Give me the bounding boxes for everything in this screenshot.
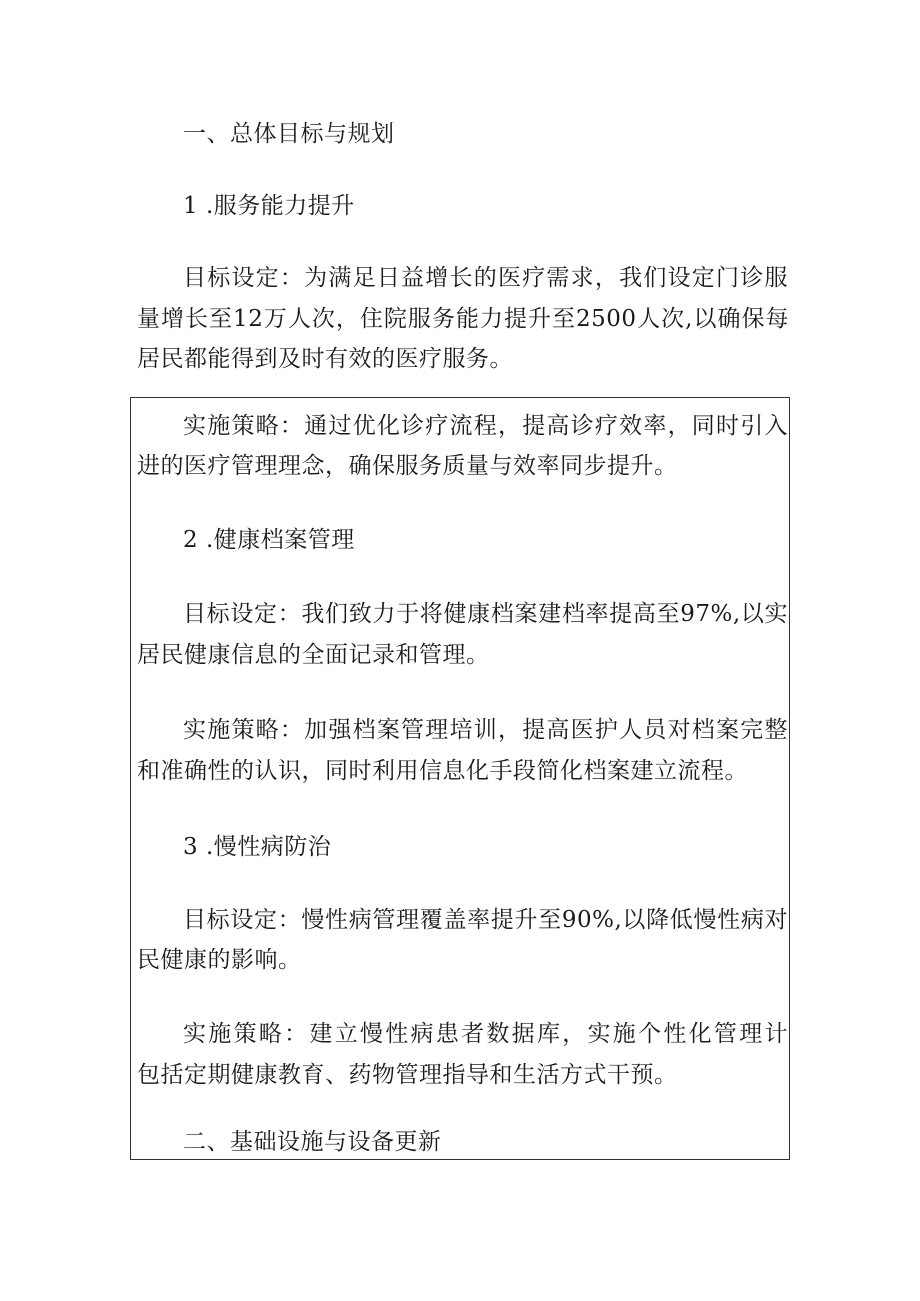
item2-strategy-line2: 和准确性的认识，同时利用信息化手段简化档案建立流程。 bbox=[137, 758, 748, 784]
item1-goal-line3: 居民都能得到及时有效的医疗服务。 bbox=[137, 346, 513, 372]
item3-strategy-line1: 实施策略：建立慢性病患者数据库，实施个性化管理计 bbox=[183, 1021, 788, 1047]
item1-goal-line1: 目标设定：为满足日益增长的医疗需求，我们设定门诊服 bbox=[183, 265, 788, 291]
item2-goal-line1: 目标设定：我们致力于将健康档案建档率提高至97%,以实 bbox=[183, 601, 788, 627]
item1-strategy-line2: 进的医疗管理理念，确保服务质量与效率同步提升。 bbox=[137, 453, 678, 479]
item1-heading: 1 .服务能力提升 bbox=[183, 193, 355, 219]
item3-goal-line1: 目标设定：慢性病管理覆盖率提升至90%,以降低慢性病对 bbox=[183, 907, 788, 933]
item2-strategy-line1: 实施策略：加强档案管理培训，提高医护人员对档案完整 bbox=[183, 717, 788, 743]
section2-title: 二、基础设施与设备更新 bbox=[183, 1129, 442, 1155]
item3-heading: 3 .慢性病防治 bbox=[183, 834, 332, 860]
item2-goal-line2: 居民健康信息的全面记录和管理。 bbox=[137, 642, 490, 668]
item1-strategy-line1: 实施策略：通过优化诊疗流程，提高诊疗效率，同时引入 bbox=[183, 413, 788, 439]
item3-strategy-line2: 包括定期健康教育、药物管理指导和生活方式干预。 bbox=[137, 1062, 678, 1088]
section1-title: 一、总体目标与规划 bbox=[183, 121, 395, 147]
item2-heading: 2 .健康档案管理 bbox=[183, 527, 355, 553]
item3-goal-line2: 民健康的影响。 bbox=[137, 947, 302, 973]
item1-goal-line2: 量增长至12万人次，住院服务能力提升至2500人次,以确保每 bbox=[137, 306, 789, 332]
